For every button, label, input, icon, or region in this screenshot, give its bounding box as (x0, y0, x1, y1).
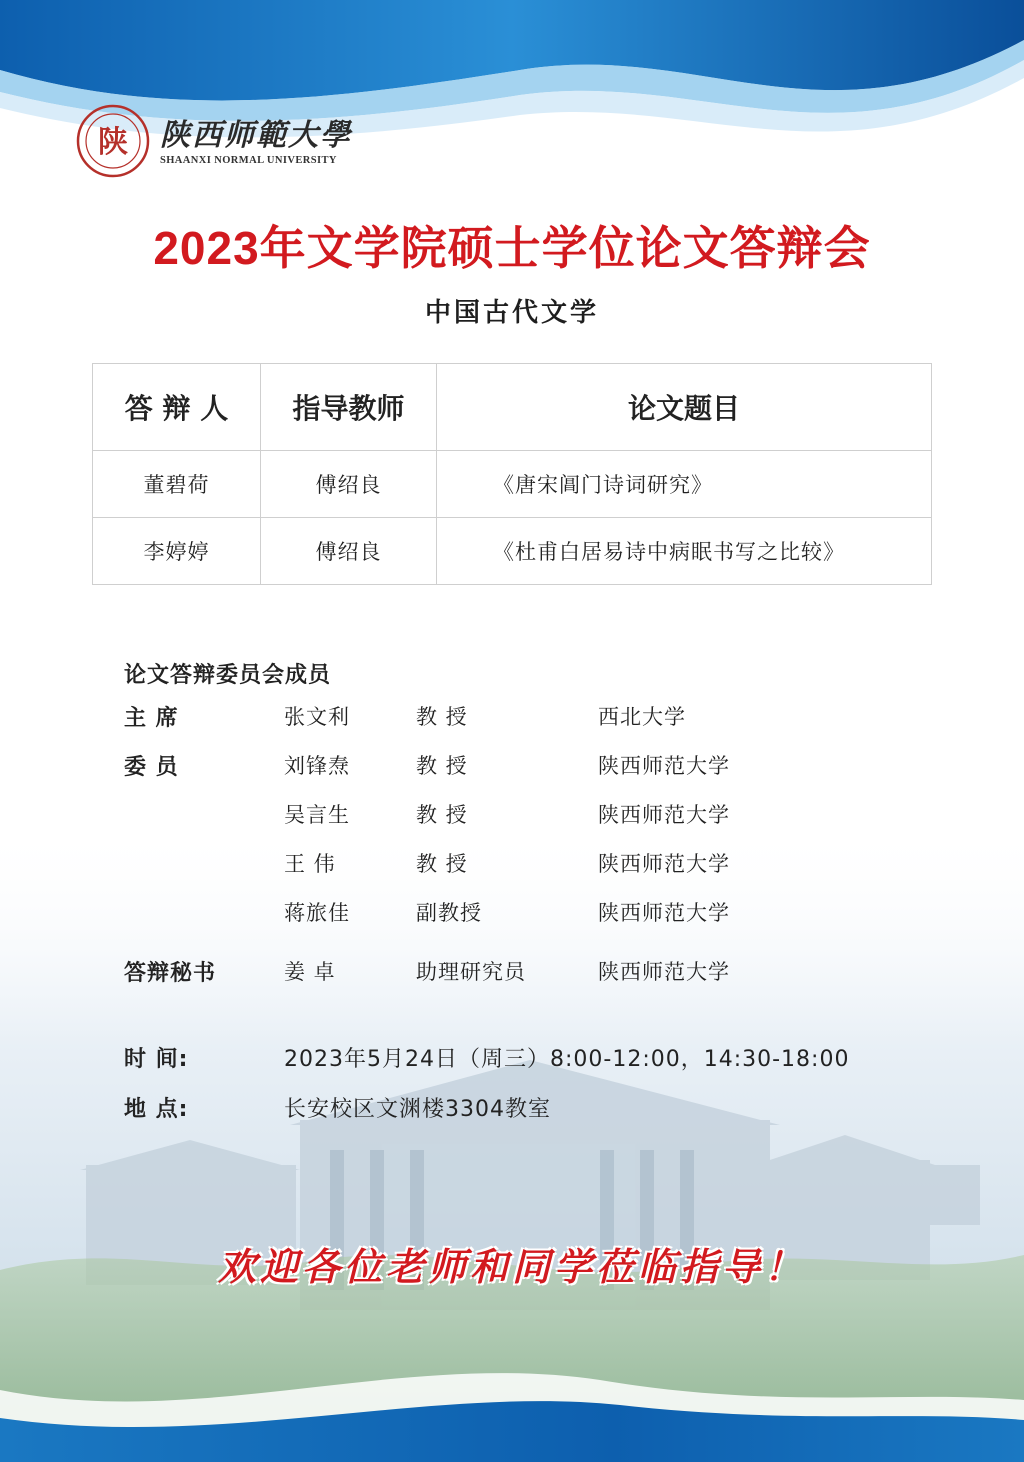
committee-member-row (124, 848, 984, 897)
university-name-cn: 陕西师範大學 (160, 117, 352, 153)
page-subtitle: 中国古代文学 (424, 298, 599, 328)
table-row (93, 518, 932, 585)
chair-title: 教 授 (416, 705, 468, 729)
welcome-slogan: 欢迎各位老师和同学莅临指导！ (217, 1244, 806, 1289)
secretary-org: 陕西师范大学 (598, 960, 730, 984)
advisor-name: 傅绍良 (261, 518, 437, 585)
thesis-title: 《唐宋阊门诗词研究》 (437, 451, 932, 518)
time-value: 2023年5月24日（周三）8:00-12:00，14:30-18:00 (284, 1047, 850, 1072)
member-org: 陕西师范大学 (598, 901, 730, 925)
members-label: 委 员 (124, 755, 179, 780)
member-org: 陕西师范大学 (598, 803, 730, 827)
student-name: 李婷婷 (93, 518, 261, 585)
member-org: 陕西师范大学 (598, 852, 730, 876)
page-title: 2023年文学院硕士学位论文答辩会 (153, 222, 871, 274)
defense-table (92, 363, 932, 585)
university-logo (76, 104, 352, 178)
seal-character: 陕 (98, 125, 128, 160)
member-name: 吴言生 (284, 803, 350, 827)
secretary-label: 答辩秘书 (124, 961, 217, 986)
thesis-title: 《杜甫白居易诗中病眠书写之比较》 (437, 518, 932, 585)
member-name: 王 伟 (284, 852, 336, 876)
member-name: 蒋旅佳 (284, 901, 350, 925)
university-name-en: SHAANXI NORMAL UNIVERSITY (160, 154, 337, 166)
committee-member-row (124, 750, 984, 799)
university-seal-icon (76, 104, 150, 178)
member-title: 教 授 (416, 754, 468, 778)
member-name: 刘锋焘 (284, 754, 350, 778)
chair-org: 西北大学 (598, 705, 686, 729)
committee-member-row (124, 897, 984, 946)
place-label: 地 点: (124, 1097, 189, 1122)
time-label: 时 间: (124, 1047, 189, 1072)
header-thesis: 论文题目 (437, 364, 932, 451)
table-row (93, 451, 932, 518)
member-title: 教 授 (416, 852, 468, 876)
member-title: 教 授 (416, 803, 468, 827)
table-header-row (93, 364, 932, 451)
advisor-name: 傅绍良 (261, 451, 437, 518)
student-name: 董碧荷 (93, 451, 261, 518)
member-title: 副教授 (416, 901, 482, 925)
committee-member-row (124, 799, 984, 848)
committee-heading: 论文答辩委员会成员 (124, 663, 332, 688)
place-value: 长安校区文渊楼3304教室 (284, 1097, 551, 1122)
header-student: 答 辩 人 (93, 364, 261, 451)
chair-name: 张文利 (284, 705, 350, 729)
chair-label: 主 席 (124, 706, 179, 731)
committee-chair-row (124, 701, 984, 750)
committee-section (124, 658, 984, 1005)
secretary-title: 助理研究员 (416, 960, 526, 984)
committee-secretary-row (124, 956, 984, 1005)
header-advisor: 指导教师 (261, 364, 437, 451)
secretary-name: 姜 卓 (284, 960, 336, 984)
member-org: 陕西师范大学 (598, 754, 730, 778)
